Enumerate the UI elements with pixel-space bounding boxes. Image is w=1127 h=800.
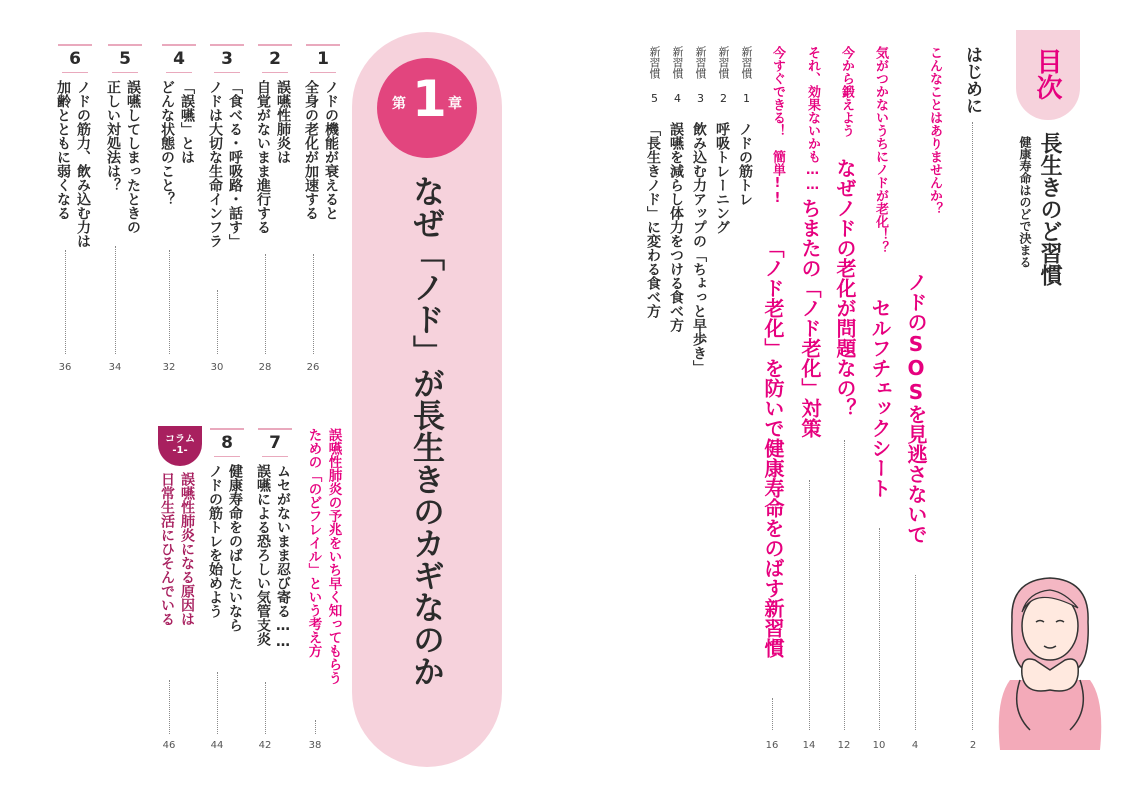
section-leader	[65, 250, 66, 354]
section-line[interactable]: 誤嚥による恐ろしい気管支炎	[255, 464, 271, 646]
feature-line[interactable]: ための「のどフレイル」という考え方	[305, 428, 322, 658]
section-line[interactable]: 誤嚥してしまったときの	[125, 80, 141, 234]
toc-entry-page: 10	[872, 740, 886, 751]
habit-text[interactable]: 飲み込む力アップの「ちょっと早歩き」	[691, 122, 707, 374]
toc-entry-title[interactable]: セルフチェックシート	[868, 298, 892, 498]
toc-entry-page: 14	[802, 740, 816, 751]
section-page: 26	[306, 362, 320, 373]
chapter-label-pre: 第	[392, 96, 406, 112]
toc-entry-title[interactable]: ノドのSOSを見逃さないで	[904, 272, 928, 544]
feature-leader	[315, 720, 316, 734]
section-line[interactable]: どんな状態のこと？	[159, 80, 175, 206]
section-page: 30	[210, 362, 224, 373]
habit-tag: 新習慣 4	[671, 46, 684, 105]
section-page: 34	[108, 362, 122, 373]
section-line[interactable]: 「食べる・呼吸路・話す」	[227, 80, 243, 248]
toc-intro-leader	[972, 122, 973, 730]
column-leader	[169, 680, 170, 734]
section-number: 3	[210, 44, 244, 72]
toc-entry-leader	[772, 698, 773, 730]
section-line[interactable]: 全身の老化が加速する	[303, 80, 319, 220]
section-leader	[217, 672, 218, 734]
toc-entry-lead: 今から鍛えよう	[839, 46, 854, 137]
toc-entry-leader	[809, 480, 810, 730]
habit-tag: 新習慣 5	[648, 46, 661, 105]
habit-text[interactable]: 誤嚥を減らし体力をつける食べ方	[668, 122, 684, 332]
section-line[interactable]: ノドは大切な生命インフラ	[207, 80, 223, 248]
chapter-title[interactable]: なぜ「ノド」が長生きのカギなのか	[408, 175, 446, 687]
woman-illustration	[990, 560, 1110, 750]
chapter-label-post: 章	[448, 96, 462, 112]
section-line[interactable]: ノドの機能が衰えると	[323, 80, 339, 220]
toc-intro-page: 2	[969, 740, 977, 751]
section-leader	[265, 254, 266, 354]
toc-entry-title[interactable]: 「ノド老化」を防いで健康寿命をのばす新習慣	[761, 238, 785, 658]
section-leader	[115, 246, 116, 354]
toc-entry-title[interactable]: ちまたの「ノド老化」対策	[798, 198, 822, 438]
column-line[interactable]: 誤嚥性肺炎になる原因は	[179, 472, 195, 626]
section-number: 4	[162, 44, 196, 72]
section-number: 2	[258, 44, 292, 72]
section-line[interactable]: 健康寿命をのばしたいなら	[227, 464, 243, 632]
toc-heading: 目次	[1032, 48, 1062, 100]
habit-text[interactable]: 「長生きノド」に変わる食べ方	[645, 122, 661, 318]
section-number: 6	[58, 44, 92, 72]
section-line[interactable]: 正しい対処法は？	[105, 80, 121, 192]
toc-intro-label[interactable]: はじめに	[962, 46, 982, 114]
column-page: 46	[162, 740, 176, 751]
section-line[interactable]: ノドの筋力、飲み込む力は	[75, 80, 91, 248]
section-leader	[265, 682, 266, 734]
section-line[interactable]: 自覚がないまま進行する	[255, 80, 271, 234]
toc-entry-page: 4	[911, 740, 919, 751]
toc-subtitle: 健康寿命はのどで決まる	[1018, 136, 1032, 268]
section-page: 36	[58, 362, 72, 373]
column-badge-number: -1-	[172, 445, 188, 456]
section-line[interactable]: 誤嚥性肺炎は	[275, 80, 291, 164]
toc-entry-leader	[844, 440, 845, 730]
section-line[interactable]: ノドの筋トレを始めよう	[207, 464, 223, 618]
toc-entry-page: 16	[765, 740, 779, 751]
section-number: 5	[108, 44, 142, 72]
habit-tag: 新習慣 3	[694, 46, 707, 105]
section-leader	[217, 290, 218, 354]
toc-entry-leader	[915, 575, 916, 730]
toc-main-title: 長生きのど習慣	[1037, 132, 1062, 286]
habit-tag: 新習慣 1	[740, 46, 753, 105]
column-badge-label: コラム	[165, 434, 195, 445]
habit-tag: 新習慣 2	[717, 46, 730, 105]
section-line[interactable]: 「誤嚥」とは	[179, 80, 195, 164]
section-line[interactable]: 加齢とともに弱くなる	[55, 80, 71, 220]
toc-entry-page: 12	[837, 740, 851, 751]
toc-entry-lead: 今すぐできる！ 簡単!!	[770, 46, 785, 206]
feature-page: 38	[308, 740, 322, 751]
toc-entry-lead: こんなことはありませんか？	[927, 46, 942, 215]
habit-text[interactable]: 呼吸トレーニング	[714, 122, 730, 234]
section-page: 32	[162, 362, 176, 373]
section-leader	[313, 254, 314, 354]
chapter-number: 1	[412, 70, 447, 128]
section-number: 8	[210, 428, 244, 456]
section-page: 28	[258, 362, 272, 373]
section-page: 44	[210, 740, 224, 751]
section-number: 7	[258, 428, 292, 456]
toc-entry-lead: 気がつかないうちにノドが老化！？	[873, 46, 888, 254]
section-page: 42	[258, 740, 272, 751]
section-leader	[169, 250, 170, 354]
toc-entry-title[interactable]: なぜノドの老化が問題なの？	[833, 158, 857, 418]
section-number: 1	[306, 44, 340, 72]
toc-entry-leader	[879, 528, 880, 730]
column-line[interactable]: 日常生活にひそんでいる	[159, 472, 175, 626]
feature-line[interactable]: 誤嚥性肺炎の予兆をいち早く知ってもらう	[325, 428, 342, 685]
habit-text[interactable]: ノドの筋トレ	[737, 122, 753, 206]
section-line[interactable]: ムセがないまま忍び寄る……	[275, 464, 291, 650]
toc-entry-lead: それ、効果ないかも……	[805, 46, 820, 193]
